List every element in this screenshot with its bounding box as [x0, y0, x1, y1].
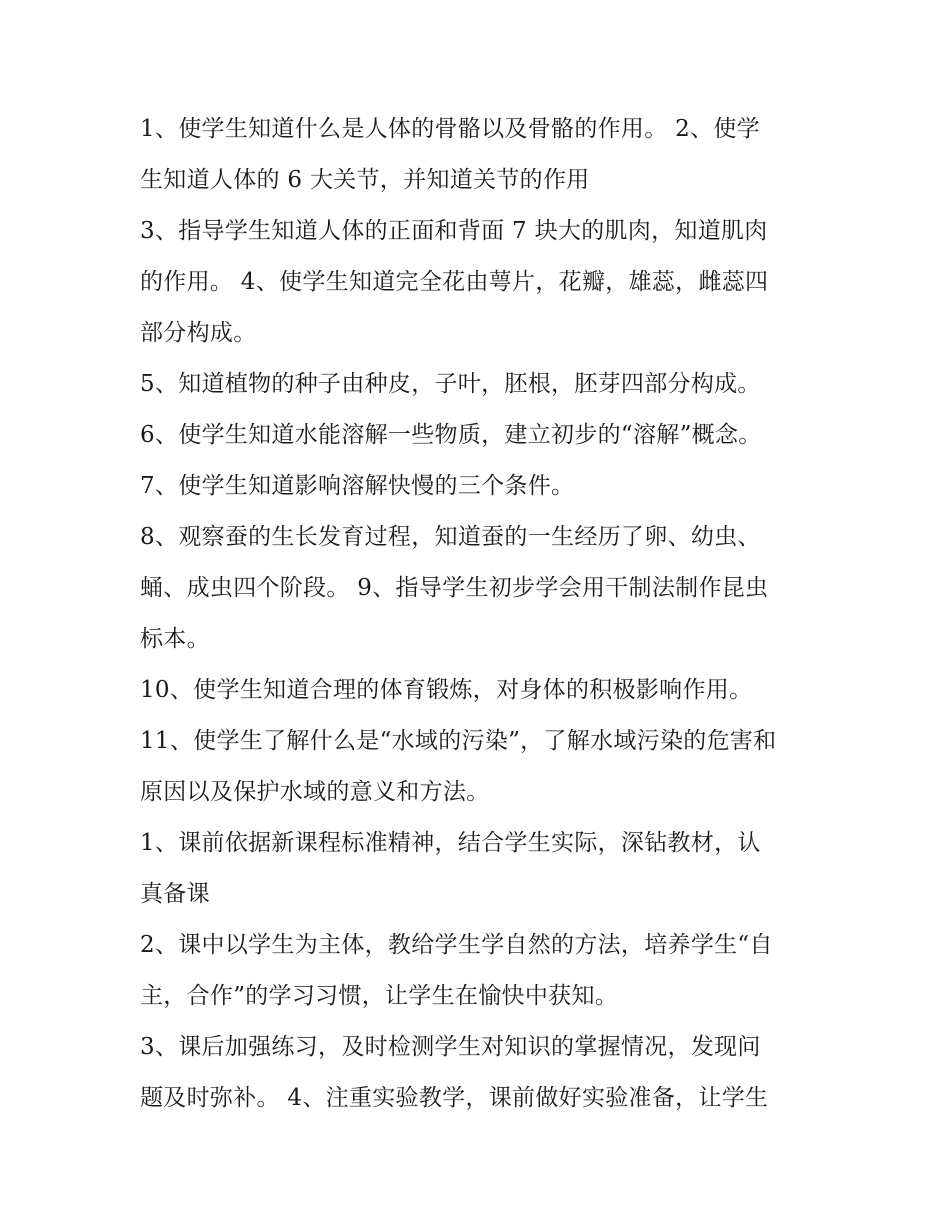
document-body [140, 104, 820, 1124]
text-line: 7、使学生知道影响溶解快慢的三个条件。 [140, 473, 575, 499]
text-line: 10、使学生知道合理的体育锻炼，对身体的积极影响作用。 [140, 677, 753, 703]
text-line: 2、课中以学生为主体，教给学生学自然的方法，培养学生“自 [140, 932, 773, 958]
text-line: 11、使学生了解什么是“水域的污染”，了解水域污染的危害和 [140, 728, 777, 754]
text-line: 的作用。 4、使学生知道完全花由萼片，花瓣，雄蕊，雌蕊四 [140, 269, 769, 295]
text-line: 生知道人体的 6 大关节，并知道关节的作用 [140, 167, 590, 193]
text-line: 1、课前依据新课程标准精神，结合学生实际，深钻教材，认 [140, 830, 761, 856]
text-line: 题及时弥补。 4、注重实验教学，课前做好实验准备，让学生 [140, 1085, 769, 1111]
text-line: 3、指导学生知道人体的正面和背面 7 块大的肌肉，知道肌肉 [140, 218, 768, 244]
text-line: 标本。 [140, 626, 210, 652]
text-line: 6、使学生知道水能溶解一些物质，建立初步的“溶解”概念。 [140, 422, 762, 448]
text-line: 5、知道植物的种子由种皮，子叶，胚根，胚芽四部分构成。 [140, 371, 761, 397]
text-line: 原因以及保护水域的意义和方法。 [140, 779, 490, 805]
text-line: 3、课后加强练习，及时检测学生对知识的掌握情况，发现问 [140, 1034, 761, 1060]
text-line: 8、观察蚕的生长发育过程，知道蚕的一生经历了卵、幼虫、 [140, 524, 761, 550]
text-line: 真备课 [140, 881, 210, 907]
text-line: 主，合作”的学习习惯，让学生在愉快中获知。 [140, 983, 619, 1009]
text-line: 1、使学生知道什么是人体的骨骼以及骨骼的作用。 2、使学 [140, 116, 760, 142]
text-line: 蛹、成虫四个阶段。 9、指导学生初步学会用干制法制作昆虫 [140, 575, 769, 601]
text-line: 部分构成。 [140, 320, 257, 346]
